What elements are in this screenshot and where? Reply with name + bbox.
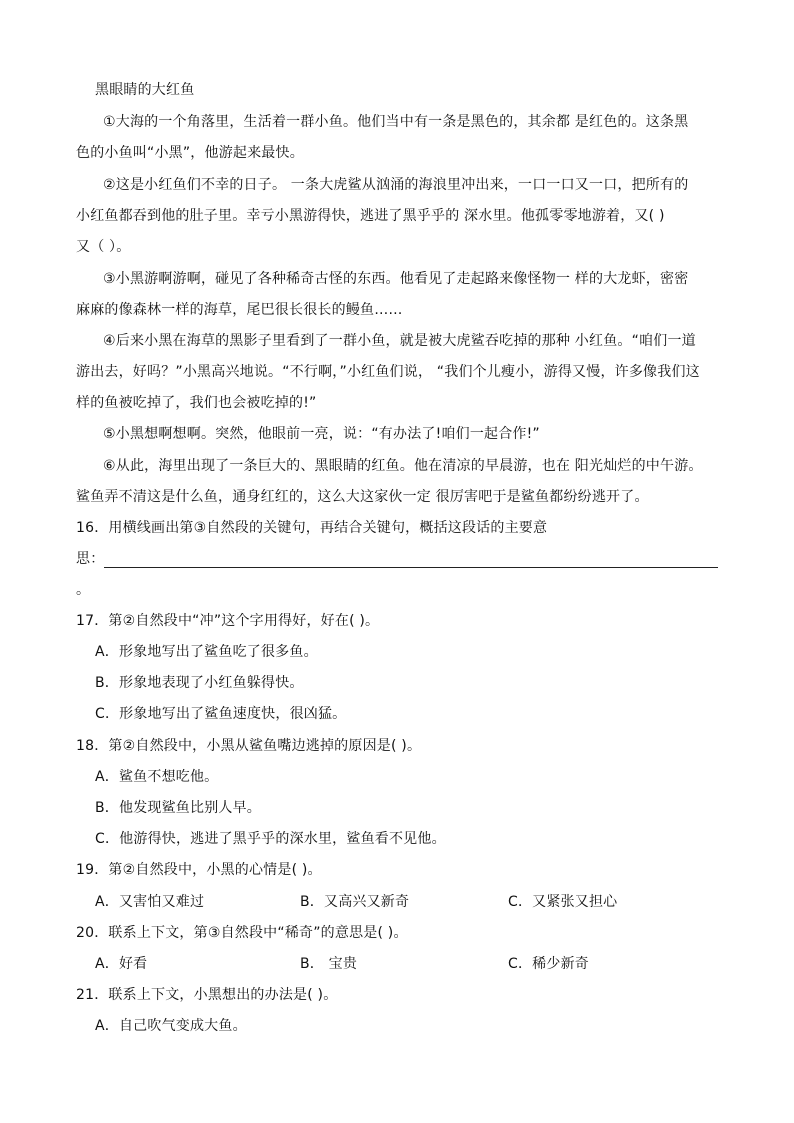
- question-16-line-1: 16．用横线画出第③自然段的关键句，再结合关键句，概括这段话的主要意: [76, 520, 548, 536]
- paragraph-4-line-1: ④后来小黑在海草的黑影子里看到了一群小鱼，就是被大虎鲨吞吃掉的那种 小红鱼。“咱们一道: [103, 333, 696, 349]
- paragraph-2-line-2: 小红鱼都吞到他的肚子里。幸亏小黑游得快，逃进了黑乎乎的 深水里。他孤零零地游着，又( ): [76, 208, 665, 224]
- paragraph-6-line-2: 鲨鱼弄不清这是什么鱼，通身红红的，这么大这家伙一定 很厉害吧于是鲨鱼都纷纷逃开了。: [76, 489, 649, 505]
- paragraph-2-line-3: 又（ ）。: [76, 239, 131, 255]
- question-17-option-c[interactable]: C．形象地写出了鲨鱼速度快，很凶猛。: [95, 706, 347, 722]
- question-16-line-2: 思：: [76, 551, 105, 567]
- question-21-option-a[interactable]: A．自己吹气变成大鱼。: [95, 1018, 247, 1034]
- question-18-option-a[interactable]: A．鲨鱼不想吃他。: [95, 769, 219, 785]
- question-20-option-b[interactable]: B． 宝贵: [300, 956, 358, 972]
- paragraph-1-line-1: ①大海的一个角落里，生活着一群小鱼。他们当中有一条是黑色的，其余都 是红色的。这条黑: [103, 114, 689, 130]
- question-19: 19．第②自然段中，小黑的心情是( )。: [76, 862, 322, 878]
- question-20-option-c[interactable]: C．稀少新奇: [508, 956, 589, 972]
- paragraph-4-line-2: 游出去，好吗？”小黑高兴地说。“不行啊，”小红鱼们说， “我们个儿瘦小，游得又慢，许多像我们这: [76, 364, 700, 380]
- paragraph-6-line-1: ⑥从此，海里出现了一条巨大的、黑眼睛的红鱼。他在清凉的早晨游，也在 阳光灿烂的中午游。: [103, 458, 703, 474]
- question-16-end: 。: [76, 582, 91, 598]
- question-17-option-b[interactable]: B．形象地表现了小红鱼躲得快。: [95, 675, 304, 691]
- question-18-option-c[interactable]: C．他游得快，逃进了黑乎乎的深水里，鲨鱼看不见他。: [95, 831, 446, 847]
- paragraph-3-line-2: 麻麻的像森林一样的海草，尾巴很长很长的鳗鱼……: [76, 302, 403, 318]
- question-20: 20．联系上下文，第③自然段中“稀奇”的意思是( )。: [76, 925, 408, 941]
- question-21: 21．联系上下文，小黑想出的办法是( )。: [76, 987, 338, 1003]
- answer-line-16[interactable]: [104, 567, 718, 568]
- question-19-option-a[interactable]: A．又害怕又难过: [95, 894, 205, 910]
- paragraph-5-line-1: ⑤小黑想啊想啊。突然，他眼前一亮，说：“有办法了!咱们一起合作!”: [103, 426, 540, 442]
- question-20-option-a[interactable]: A．好看: [95, 956, 148, 972]
- paragraph-1-line-2: 色的小鱼叫“小黑”，他游起来最快。: [76, 145, 304, 161]
- question-18: 18．第②自然段中，小黑从鲨鱼嘴边逃掉的原因是( )。: [76, 738, 422, 754]
- question-19-option-b[interactable]: B．又高兴又新奇: [300, 894, 410, 910]
- question-19-option-c[interactable]: C．又紧张又担心: [508, 894, 618, 910]
- paragraph-2-line-1: ②这是小红鱼们不幸的日子。 一条大虎鲨从汹涌的海浪里冲出来，一口一口又一口，把所有的: [103, 177, 689, 193]
- passage-title: 黑眼睛的大红鱼: [95, 82, 195, 98]
- question-18-option-b[interactable]: B．他发现鲨鱼比别人早。: [95, 800, 262, 816]
- question-17: 17．第②自然段中“冲”这个字用得好，好在( )。: [76, 613, 380, 629]
- question-17-option-a[interactable]: A．形象地写出了鲨鱼吃了很多鱼。: [95, 644, 318, 660]
- paragraph-4-line-3: 样的鱼被吃掉了，我们也会被吃掉的!”: [76, 395, 317, 411]
- paragraph-3-line-1: ③小黑游啊游啊，碰见了各种稀奇古怪的东西。他看见了走起路来像怪物一 样的大龙虾，密密: [103, 271, 689, 287]
